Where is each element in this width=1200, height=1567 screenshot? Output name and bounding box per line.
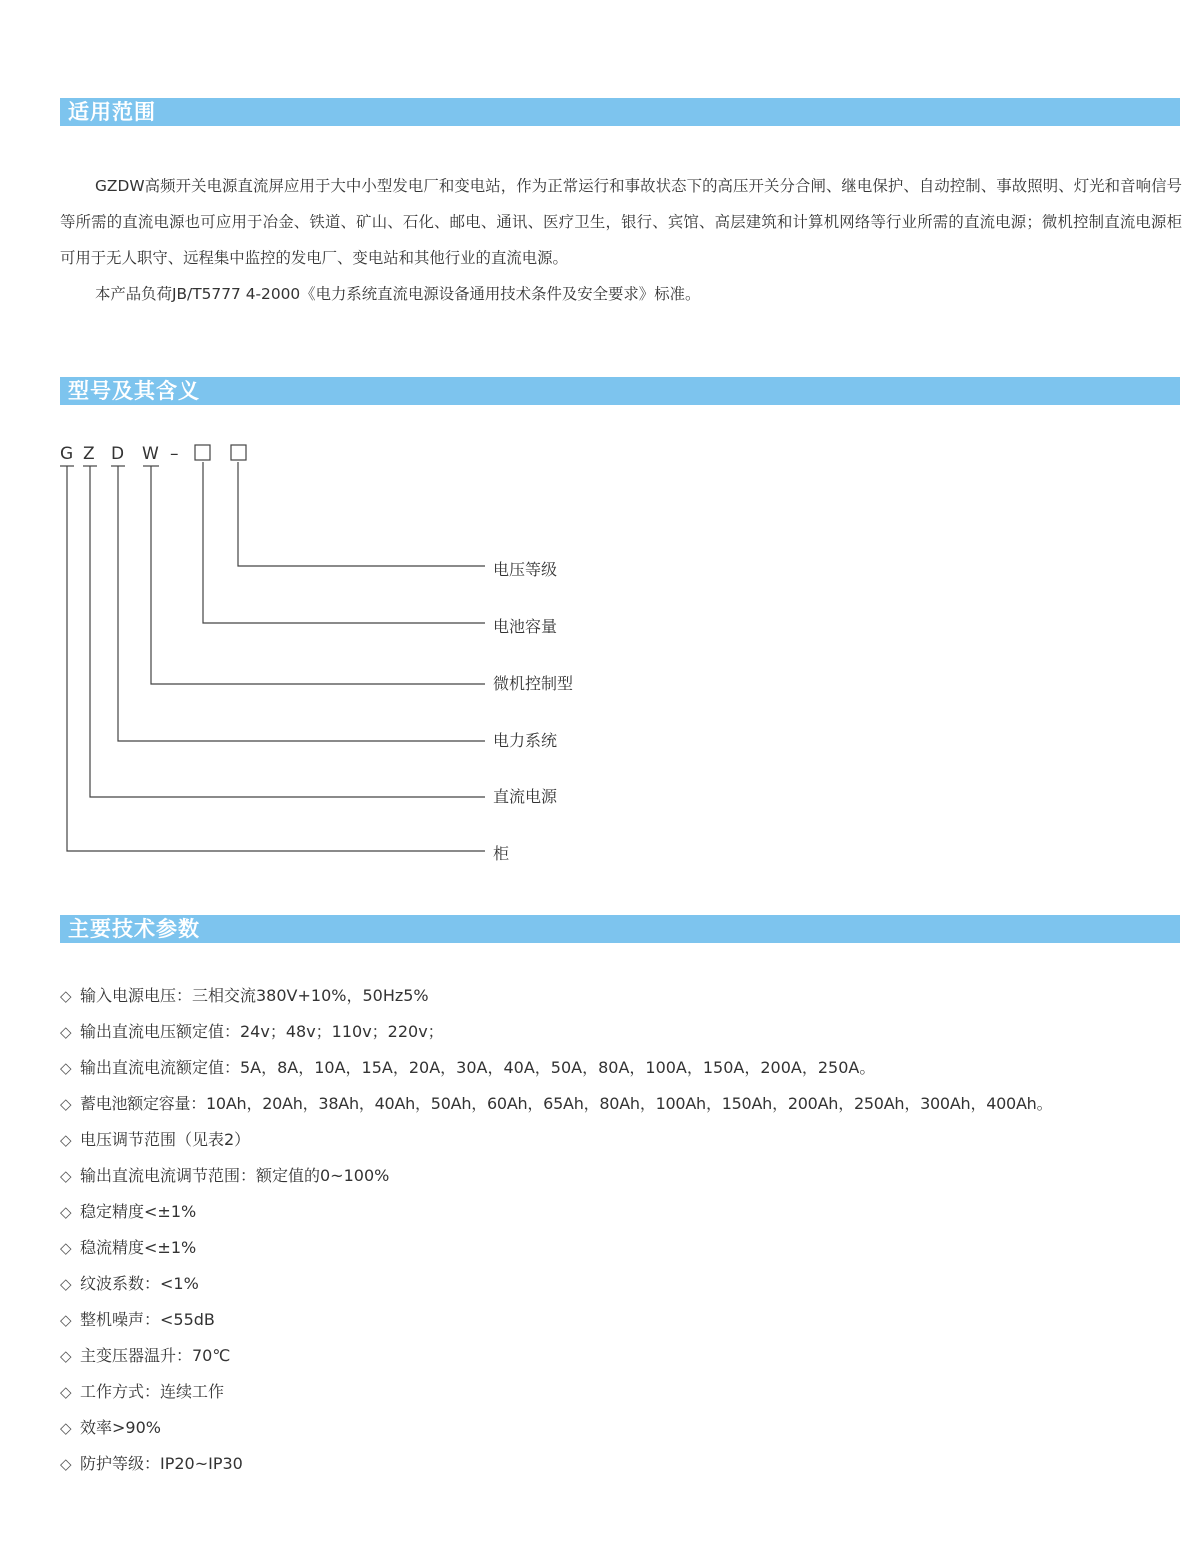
spec-text: 整机噪声：<55dB (80, 1310, 215, 1329)
spec-item (60, 1014, 1190, 1050)
diamond-bullet-icon: ◇ (60, 1095, 72, 1113)
section-header-specs (60, 915, 1180, 943)
spec-text: 稳定精度<±1% (80, 1202, 197, 1221)
section-header-scope (60, 98, 1180, 126)
spec-text: 蓄电池额定容量：10Ah，20Ah，38Ah，40Ah，50Ah，60Ah，65Ah，80Ah，100Ah，150Ah，200Ah，250Ah，300Ah，400Ah。 (80, 1094, 1053, 1113)
spec-item (60, 1230, 1190, 1266)
spec-item (60, 1050, 1190, 1086)
spec-text: 输出直流电压额定值：24v；48v；110v；220v； (80, 1022, 444, 1041)
meaning-cabinet: 柜 (493, 844, 510, 863)
code-letter-g: G (60, 444, 74, 464)
spec-list (60, 978, 1190, 1482)
spec-text: 输出直流电流调节范围：额定值的0~100% (80, 1166, 390, 1185)
placeholder-box-capacity (195, 445, 210, 460)
spec-item (60, 1158, 1190, 1194)
spec-text: 稳流精度<±1% (80, 1238, 197, 1257)
spec-text: 输出直流电流额定值：5A，8A，10A，15A，20A，30A，40A，50A，80A，100A，150A，200A，250A。 (80, 1058, 876, 1077)
spec-item (60, 1446, 1190, 1482)
intro-text (60, 168, 1182, 312)
spec-item (60, 1410, 1190, 1446)
spec-item (60, 1086, 1190, 1122)
spec-item (60, 1374, 1190, 1410)
code-letter-d: D (111, 444, 125, 464)
meaning-power-system: 电力系统 (493, 731, 558, 750)
meaning-battery-capacity: 电池容量 (493, 617, 558, 636)
diamond-bullet-icon: ◇ (60, 1347, 72, 1365)
spec-item (60, 1122, 1190, 1158)
code-dash: – (170, 444, 179, 464)
leader-line-capacity (203, 462, 485, 623)
spec-item (60, 1338, 1190, 1374)
placeholder-box-voltage (231, 445, 246, 460)
leader-line-microcontrol (151, 466, 485, 684)
section-title: 主要技术参数 (68, 917, 200, 941)
spec-text: 纹波系数：<1% (80, 1274, 199, 1293)
spec-text: 电压调节范围（见表2） (80, 1130, 251, 1149)
intro-paragraph: GZDW高频开关电源直流屏应用于大中小型发电厂和变电站，作为正常运行和事故状态下的高压开关分合闸、继电保护、自动控制、事故照明、灯光和音响信号等所需的直流电源也可应用于冶金、铁道、矿山、石化、邮电、通讯、医疗卫生，银行、宾馆、高层建筑和计算机网络等行业所需的直流电源；微机控制直流电源柜可用于无人职守、远程集中监控的发电厂、变电站和其他行业的直流电源。 (60, 177, 1182, 267)
spec-text: 防护等级：IP20~IP30 (80, 1454, 243, 1473)
diamond-bullet-icon: ◇ (60, 1167, 72, 1185)
section-title: 型号及其含义 (68, 379, 200, 403)
leader-line-dc-source (90, 466, 485, 797)
meaning-microcontrol: 微机控制型 (493, 674, 574, 693)
meaning-dc-source: 直流电源 (493, 787, 558, 806)
spec-item (60, 978, 1190, 1014)
diamond-bullet-icon: ◇ (60, 1239, 72, 1257)
diamond-bullet-icon: ◇ (60, 1419, 72, 1437)
diamond-bullet-icon: ◇ (60, 1311, 72, 1329)
diamond-bullet-icon: ◇ (60, 1131, 72, 1149)
spec-item (60, 1302, 1190, 1338)
leader-line-power-system (118, 466, 485, 741)
leader-line-voltage (238, 462, 485, 566)
diamond-bullet-icon: ◇ (60, 987, 72, 1005)
diamond-bullet-icon: ◇ (60, 1059, 72, 1077)
intro-paragraph: 本产品负荷JB/T5777 4-2000《电力系统直流电源设备通用技术条件及安全要求》标准。 (95, 285, 701, 303)
section-header-model (60, 377, 1180, 405)
spec-text: 输入电源电压：三相交流380V+10%，50Hz5% (80, 986, 429, 1005)
diamond-bullet-icon: ◇ (60, 1023, 72, 1041)
section-title: 适用范围 (68, 100, 156, 124)
spec-item (60, 1266, 1190, 1302)
code-letter-z: Z (83, 444, 95, 464)
leader-lines (67, 462, 485, 851)
model-code-diagram (0, 430, 640, 870)
spec-item (60, 1194, 1190, 1230)
diamond-bullet-icon: ◇ (60, 1203, 72, 1221)
code-letter-w: W (142, 444, 159, 464)
spec-text: 工作方式：连续工作 (80, 1382, 225, 1401)
spec-text: 效率>90% (80, 1418, 161, 1437)
spec-text: 主变压器温升：70℃ (80, 1346, 231, 1365)
diamond-bullet-icon: ◇ (60, 1383, 72, 1401)
meaning-voltage-level: 电压等级 (493, 560, 558, 579)
diamond-bullet-icon: ◇ (60, 1455, 72, 1473)
leader-line-cabinet (67, 466, 485, 851)
diamond-bullet-icon: ◇ (60, 1275, 72, 1293)
